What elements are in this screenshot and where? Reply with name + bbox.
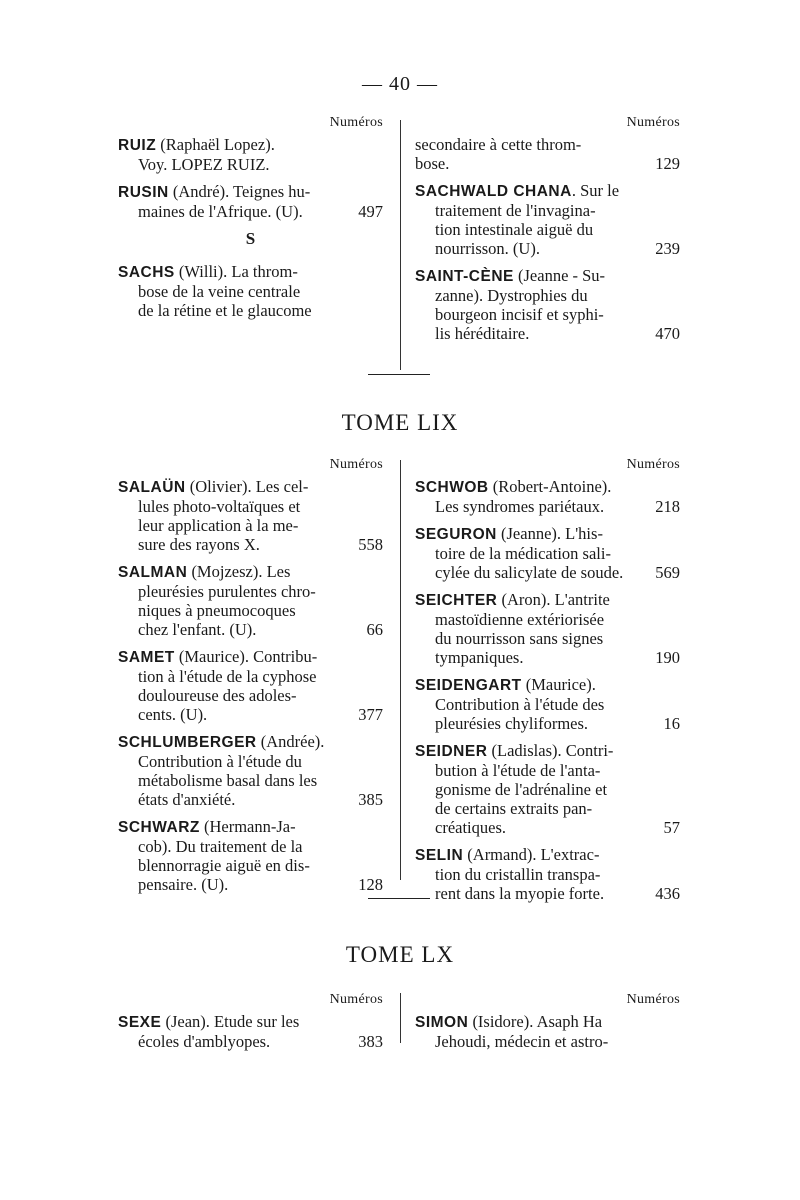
- entry-number: 218: [655, 497, 680, 516]
- entry-number: 57: [663, 818, 680, 837]
- entry-number: 558: [358, 535, 383, 554]
- entry-text: (Jean). Etude sur les: [161, 1012, 300, 1031]
- section-rule: [368, 898, 430, 899]
- column-divider-lx: [400, 993, 401, 1043]
- entry-text: (Andrée).: [256, 732, 325, 751]
- index-entry: [118, 262, 383, 320]
- numeros-header: Numéros: [329, 115, 383, 130]
- entry-line: pleurésies chyliformes.: [435, 714, 589, 733]
- author-name: SACHWALD CHANA: [415, 183, 572, 200]
- entry-line: tion du cristallin transpa-: [435, 865, 601, 884]
- entry-number: 569: [655, 563, 680, 582]
- numeros-header: Numéros: [329, 992, 383, 1007]
- entry-line: bution à l'étude de l'anta-: [435, 761, 601, 780]
- index-entry: [415, 477, 680, 516]
- index-entry: [118, 135, 383, 174]
- entry-line: niques à pneumocoques: [138, 601, 296, 620]
- entry-line: nourrisson. (U).: [435, 239, 540, 258]
- entries: [118, 135, 383, 320]
- numeros-header: Numéros: [626, 992, 680, 1007]
- entry-line: du nourrisson sans signes: [435, 629, 604, 648]
- index-entry: [415, 181, 680, 258]
- entry-text: (Mojzesz). Les: [187, 562, 291, 581]
- author-name: SELIN: [415, 847, 464, 864]
- author-name: SCHWARZ: [118, 819, 200, 836]
- entry-text: (Ladislas). Contri-: [487, 741, 614, 760]
- index-entry: [118, 477, 383, 554]
- column-divider-lix: [400, 460, 401, 880]
- entry-line: Voy. LOPEZ RUIZ.: [138, 155, 270, 174]
- entry-text: (Jeanne). L'his-: [496, 524, 603, 543]
- entries: [415, 477, 680, 903]
- entry-line: créatiques.: [435, 818, 507, 837]
- entry-line: Les syndromes pariétaux.: [435, 497, 605, 516]
- entry-number: 497: [358, 202, 383, 221]
- entry-line: de certains extraits pan-: [435, 799, 593, 818]
- author-name: SEXE: [118, 1014, 162, 1031]
- entry-number: 66: [366, 620, 383, 639]
- entry-line: cylée du salicylate de soude.: [435, 563, 624, 582]
- index-entry: [118, 732, 383, 809]
- index-entry: [415, 266, 680, 343]
- index-entry: [118, 647, 383, 724]
- entry-line: cob). Du traitement de la: [138, 837, 303, 856]
- entry-number: 436: [655, 884, 680, 903]
- index-entry: [118, 562, 383, 639]
- numeros-header: Numéros: [329, 457, 383, 472]
- entry-line: cents. (U).: [138, 705, 208, 724]
- entry-line: traitement de l'invagina-: [435, 201, 596, 220]
- section-letter: S: [245, 229, 256, 248]
- entry-line: états d'anxiété.: [138, 790, 236, 809]
- author-name: SCHLUMBERGER: [118, 734, 257, 751]
- entry-text: (Maurice).: [521, 675, 596, 694]
- author-name: RUSIN: [118, 184, 169, 201]
- entry-line: Jehoudi, médecin et astro-: [435, 1032, 609, 1051]
- entry-line: pensaire. (U).: [138, 875, 229, 894]
- lix-left-column: [118, 455, 383, 902]
- entry-line: maines de l'Afrique. (U).: [138, 202, 303, 221]
- entry-text: (Aron). L'antrite: [497, 590, 610, 609]
- entry-line: sure des rayons X.: [138, 535, 260, 554]
- author-name: SACHS: [118, 264, 175, 281]
- author-name: SALMAN: [118, 564, 188, 581]
- entry-number: 190: [655, 648, 680, 667]
- entry-number: 385: [358, 790, 383, 809]
- entry-line: bourgeon incisif et syphi-: [435, 305, 604, 324]
- lx-right-column: [415, 990, 680, 1059]
- entry-line: leur application à la me-: [138, 516, 299, 535]
- author-name: SAMET: [118, 649, 175, 666]
- entry-number: 128: [358, 875, 383, 894]
- entries: [415, 1012, 680, 1051]
- author-name: SEGURON: [415, 526, 497, 543]
- index-entry: [118, 182, 383, 221]
- entry-line: blennorragie aiguë en dis-: [138, 856, 310, 875]
- top-left-column: [118, 113, 383, 328]
- entry-line: métabolisme basal dans les: [138, 771, 318, 790]
- numeros-header: Numéros: [626, 115, 680, 130]
- author-name: SIMON: [415, 1014, 469, 1031]
- entry-line: toire de la médication sali-: [435, 544, 611, 563]
- entry-text: (Maurice). Contribu-: [174, 647, 318, 666]
- entry-line: tion intestinale aiguë du: [435, 220, 594, 239]
- index-entry: [118, 1012, 383, 1051]
- entry-line: de la rétine et le glaucome: [138, 301, 312, 320]
- entries: [118, 1012, 383, 1051]
- index-entry: [415, 675, 680, 733]
- entry-line: mastoïdienne extériorisée: [435, 610, 605, 629]
- page-number: — 40 —: [362, 73, 438, 95]
- entry-line: lules photo-voltaïques et: [138, 497, 301, 516]
- entry-line: tion à l'étude de la cyphose: [138, 667, 317, 686]
- entry-number: 129: [655, 154, 680, 173]
- entry-text: (Olivier). Les cel-: [185, 477, 309, 496]
- entries: [118, 477, 383, 894]
- author-name: SEIDENGART: [415, 677, 522, 694]
- entries: [415, 135, 680, 343]
- entry-line: pleurésies purulentes chro-: [138, 582, 316, 601]
- index-entry: [415, 524, 680, 582]
- entry-line: chez l'enfant. (U).: [138, 620, 257, 639]
- entry-text: (Raphaël Lopez).: [156, 135, 275, 154]
- column-divider-top: [400, 120, 401, 370]
- entry-number: 383: [358, 1032, 383, 1051]
- entry-number: 239: [655, 239, 680, 258]
- index-entry: [415, 135, 680, 173]
- entry-text: (Armand). L'extrac-: [463, 845, 600, 864]
- entry-number: 16: [663, 714, 680, 733]
- index-entry: [415, 741, 680, 837]
- numeros-header: Numéros: [626, 457, 680, 472]
- entry-line: zanne). Dystrophies du: [435, 286, 588, 305]
- index-entry: [415, 1012, 680, 1051]
- entry-line: rent dans la myopie forte.: [435, 884, 605, 903]
- author-name: SALAÜN: [118, 479, 186, 496]
- tome-lx-heading: TOME LX: [345, 942, 455, 967]
- index-entry: [415, 845, 680, 903]
- entry-line: Contribution à l'étude du: [138, 752, 302, 771]
- author-name: SEICHTER: [415, 592, 498, 609]
- entry-line: écoles d'amblyopes.: [138, 1032, 271, 1051]
- index-entry: [415, 590, 680, 667]
- entry-number: 377: [358, 705, 383, 724]
- author-name: SCHWOB: [415, 479, 489, 496]
- entry-text: (Isidore). Asaph Ha: [468, 1012, 603, 1031]
- tome-lix-heading: TOME LIX: [341, 410, 459, 435]
- entry-line: bose.: [415, 154, 450, 173]
- entry-line: gonisme de l'adrénaline et: [435, 780, 608, 799]
- lx-left-column: [118, 990, 383, 1059]
- entry-line: bose de la veine centrale: [138, 282, 301, 301]
- entry-line: tympaniques.: [435, 648, 524, 667]
- entry-line: douloureuse des adoles-: [138, 686, 297, 705]
- top-right-column: [415, 113, 680, 351]
- entry-text: (André). Teignes hu-: [168, 182, 311, 201]
- section-rule: [368, 374, 430, 375]
- entry-text: (Robert-Antoine).: [488, 477, 612, 496]
- entry-text: . Sur le: [571, 181, 620, 200]
- author-name: SEIDNER: [415, 743, 488, 760]
- entry-text: (Willi). La throm-: [174, 262, 298, 281]
- author-name: SAINT-CÈNE: [415, 268, 514, 285]
- entry-line: lis héréditaire.: [435, 324, 530, 343]
- entry-text: (Jeanne - Su-: [513, 266, 606, 285]
- entry-text: (Hermann-Ja-: [199, 817, 296, 836]
- lix-right-column: [415, 455, 680, 911]
- index-entry: [118, 817, 383, 894]
- entry-number: 470: [655, 324, 680, 343]
- entry-text: secondaire à cette throm-: [415, 135, 582, 154]
- author-name: RUIZ: [118, 137, 157, 154]
- entry-line: Contribution à l'étude des: [435, 695, 605, 714]
